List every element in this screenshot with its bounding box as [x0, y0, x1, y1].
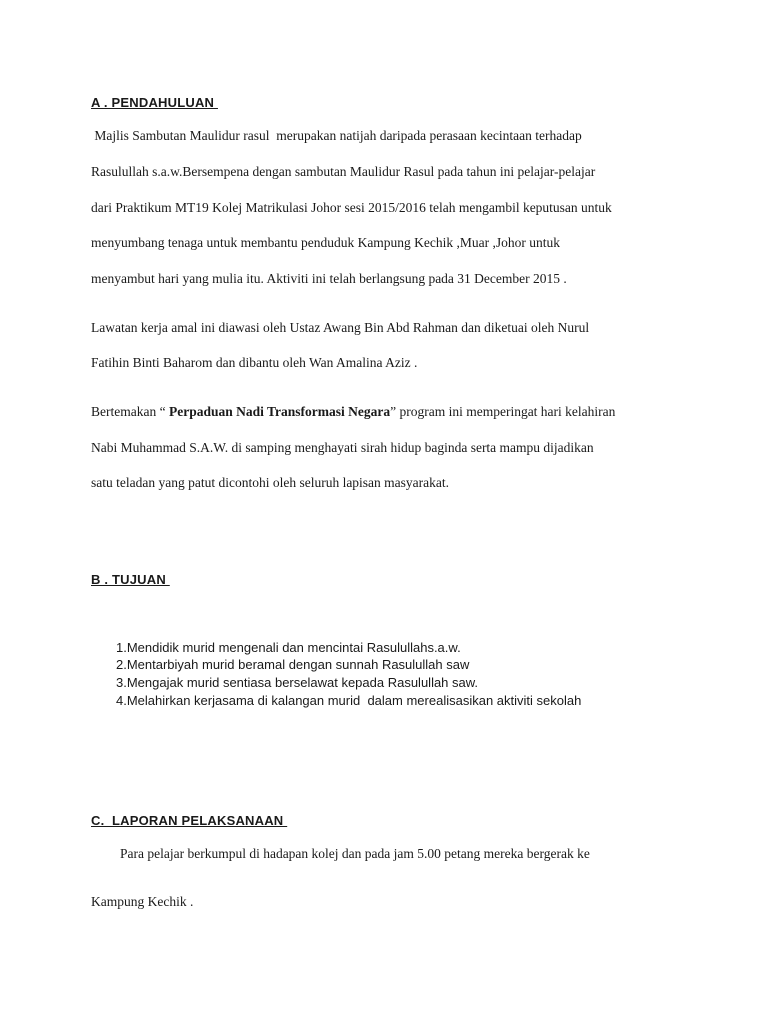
section-a-p1-line: menyumbang tenaga untuk membantu penduduk Kampung Kechik ,Muar ,Johor untuk [91, 235, 561, 250]
section-a-p1-line: dari Praktikum MT19 Kolej Matrikulasi Johor sesi 2015/2016 telah mengambil keputusan untuk [91, 200, 612, 215]
section-a-p2-line: Lawatan kerja amal ini diawasi oleh Ustaz Awang Bin Abd Rahman dan diketuai oleh Nurul [91, 320, 590, 335]
objective-item: 3.Mengajak murid sentiasa berselawat kepada Rasulullah saw. [116, 675, 479, 690]
section-a-p3-line1 [91, 404, 615, 420]
theme-suffix: ” program ini memperingat hari kelahiran [390, 404, 616, 419]
theme-title: Perpaduan Nadi Transformasi Negara [168, 404, 391, 419]
objective-item: 2.Mentarbiyah murid beramal dengan sunnah Rasulullah saw [116, 657, 470, 672]
theme-prefix: Bertemakan “ [91, 404, 169, 419]
section-a-p3-line: Nabi Muhammad S.A.W. di samping menghayati sirah hidup baginda serta mampu dijadikan [91, 440, 594, 455]
section-b-heading: B . TUJUAN [91, 572, 170, 587]
section-a-p1-line: Majlis Sambutan Maulidur rasul merupakan natijah daripada perasaan kecintaan terhadap [91, 128, 582, 143]
section-a-p2-line: Fatihin Binti Baharom dan dibantu oleh Wan Amalina Aziz . [91, 355, 418, 370]
section-c-line: Para pelajar berkumpul di hadapan kolej dan pada jam 5.00 petang mereka bergerak ke [120, 846, 590, 861]
section-a-p1-line: menyambut hari yang mulia itu. Aktiviti ini telah berlangsung pada 31 December 2015 . [91, 271, 567, 286]
objective-item: 4.Melahirkan kerjasama di kalangan murid dalam merealisasikan aktiviti sekolah [116, 693, 582, 708]
section-a-p3-line: satu teladan yang patut dicontohi oleh seluruh lapisan masyarakat. [91, 475, 450, 490]
section-c-heading: C. LAPORAN PELAKSANAAN [91, 813, 288, 828]
section-a-heading: A . PENDAHULUAN [91, 95, 218, 110]
section-a-p1-line: Rasulullah s.a.w.Bersempena dengan sambutan Maulidur Rasul pada tahun ini pelajar-pelajar [91, 164, 596, 179]
objective-item: 1.Mendidik murid mengenali dan mencintai Rasulullahs.a.w. [116, 640, 461, 655]
section-c-line: Kampung Kechik . [91, 894, 194, 909]
